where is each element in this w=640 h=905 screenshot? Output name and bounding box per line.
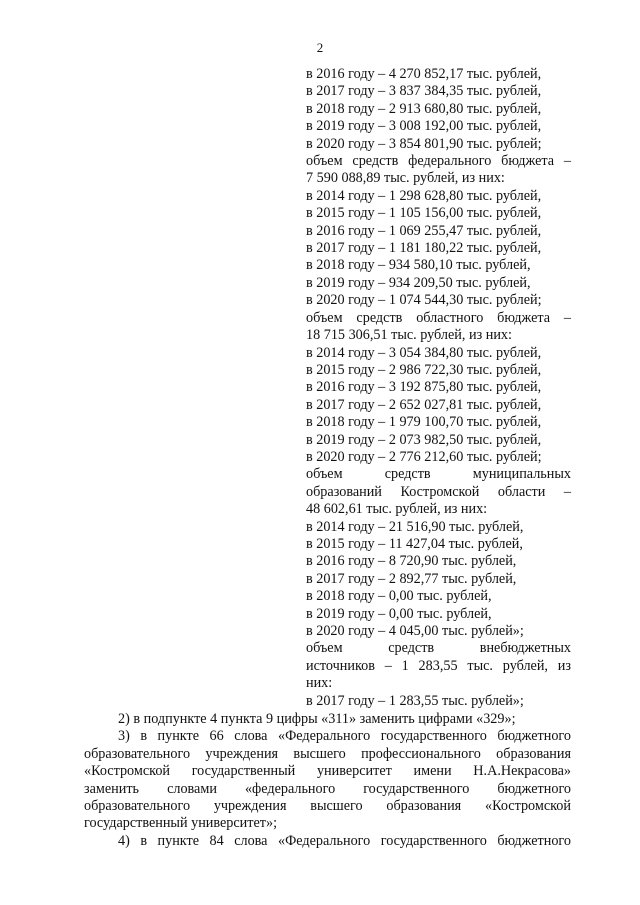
financing-line: объем средств внебюджетных [306,640,571,657]
amendment-text [84,711,571,850]
amendment-line: образовательного учреждения высшего профессионального образования [84,745,571,762]
financing-line: в 2016 году – 1 069 255,47 тыс. рублей, [306,222,542,239]
financing-line: объем средств областного бюджета – [306,309,571,326]
financing-line: в 2014 году – 3 054 384,80 тыс. рублей, [306,344,542,361]
amendment-line: 4) в пункте 84 слова «Федерального государственного бюджетного [118,832,571,849]
financing-line: в 2018 году – 1 979 100,70 тыс. рублей, [306,414,542,431]
financing-line: в 2018 году – 934 580,10 тыс. рублей, [306,257,531,274]
amendment-line: государственный университет»; [84,815,278,832]
financing-line: в 2019 году – 3 008 192,00 тыс. рублей, [306,118,542,135]
financing-line: в 2017 году – 2 652 027,81 тыс. рублей, [306,396,542,413]
financing-line: источников – 1 283,55 тыс. рублей, из [306,657,571,674]
financing-line: в 2016 году – 8 720,90 тыс. рублей, [306,553,517,570]
financing-line: в 2017 году – 1 283,55 тыс. рублей»; [306,692,524,709]
financing-line: в 2014 году – 1 298 628,80 тыс. рублей, [306,187,542,204]
financing-line: в 2016 году – 4 270 852,17 тыс. рублей, [306,66,542,82]
financing-line: образований Костромской области – [306,483,571,500]
financing-line: в 2020 году – 4 045,00 тыс. рублей»; [306,623,524,639]
financing-line: в 2018 году – 2 913 680,80 тыс. рублей, [306,100,542,117]
financing-line: в 2017 году – 1 181 180,22 тыс. рублей, [306,240,542,257]
financing-line: в 2015 году – 2 986 722,30 тыс. рублей, [306,361,542,378]
financing-line: в 2015 году – 11 427,04 тыс. рублей, [306,535,523,552]
financing-line: в 2018 году – 0,00 тыс. рублей, [306,588,492,605]
financing-line: в 2019 году – 0,00 тыс. рублей, [306,605,492,622]
page-number: 2 [316,40,324,55]
amendment-line: 3) в пункте 66 слова «Федерального государственного бюджетного [118,728,571,745]
financing-line: объем средств федерального бюджета – [306,153,571,170]
financing-line: в 2015 году – 1 105 156,00 тыс. рублей, [306,205,542,222]
financing-line: в 2014 году – 21 516,90 тыс. рублей, [306,518,524,535]
financing-line: в 2017 году – 2 892,77 тыс. рублей, [306,570,517,587]
financing-line: 18 715 306,51 тыс. рублей, из них: [306,327,512,344]
financing-line: в 2020 году – 1 074 544,30 тыс. рублей; [306,292,542,309]
financing-line: 48 602,61 тыс. рублей, из них: [306,501,488,518]
financing-line: объем средств муниципальных [306,466,571,483]
financing-column [306,66,571,710]
financing-line: в 2017 году – 3 837 384,35 тыс. рублей, [306,83,542,100]
financing-line: них: [306,675,333,692]
financing-line: в 2019 году – 2 073 982,50 тыс. рублей, [306,431,542,448]
financing-line: в 2020 году – 3 854 801,90 тыс. рублей; [306,135,542,152]
amendment-line: 2) в подпункте 4 пункта 9 цифры «311» заменить цифрами «329»; [118,711,516,727]
financing-line: 7 590 088,89 тыс. рублей, из них: [306,170,505,187]
financing-line: в 2019 году – 934 209,50 тыс. рублей, [306,274,531,291]
amendment-line: «Костромской государственный университет имени Н.А.Некрасова» [84,763,571,780]
amendment-line: образовательного учреждения высшего образования «Костромской [84,798,571,815]
amendment-line: заменить словами «федерального государственного бюджетного [84,780,571,797]
financing-line: в 2020 году – 2 776 212,60 тыс. рублей; [306,448,542,465]
financing-line: в 2016 году – 3 192 875,80 тыс. рублей, [306,379,542,396]
